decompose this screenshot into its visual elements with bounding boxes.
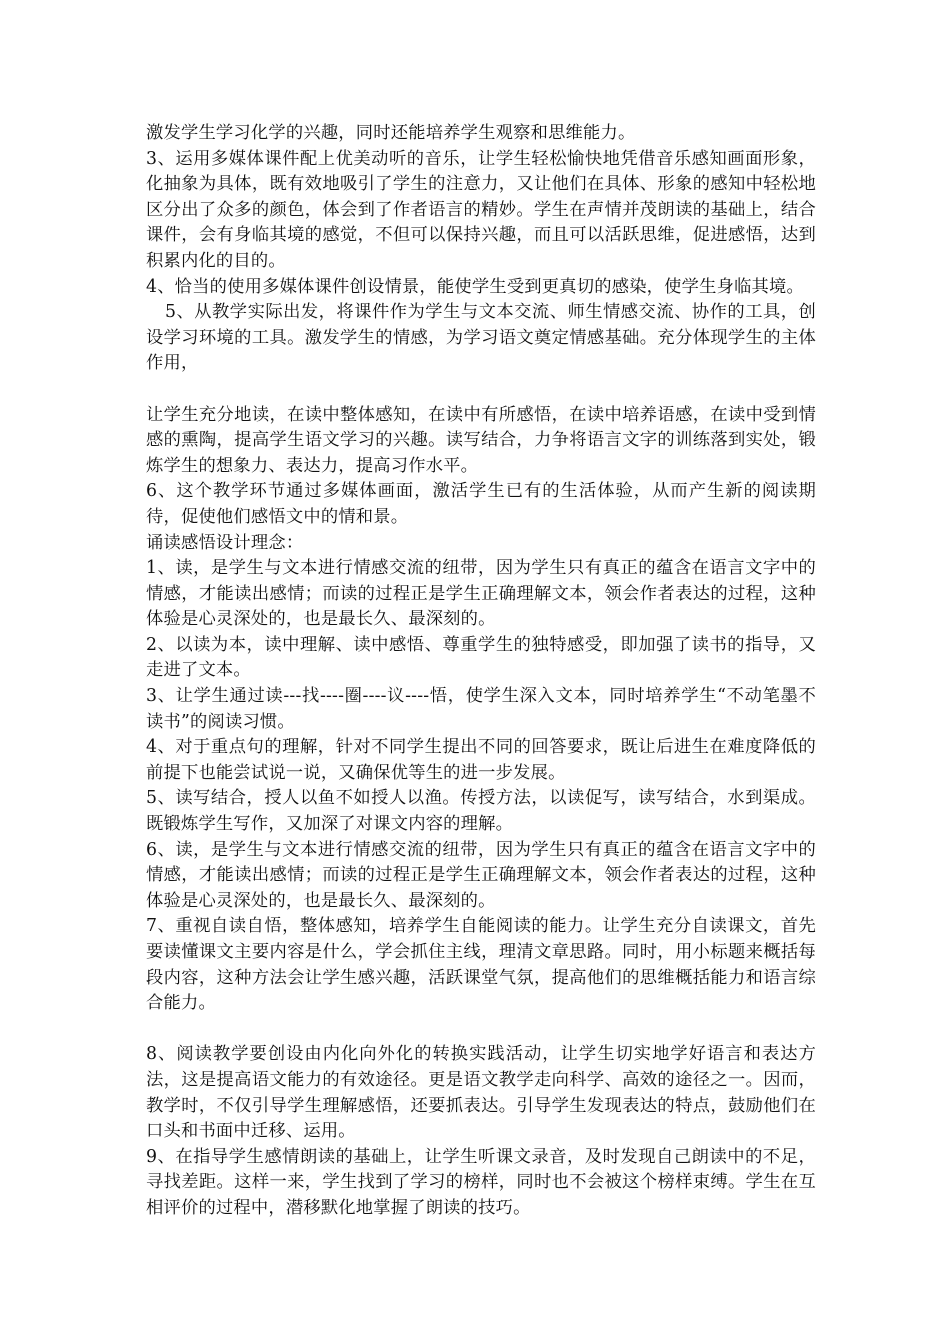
section-heading-reading-concept: 诵读感悟设计理念： bbox=[146, 532, 304, 553]
paragraph-item-3-multimedia-music: 3、运用多媒体课件配上优美动听的音乐，让学生轻松愉快地凭借音乐感知画面形象，化抽象为具体，既有效地吸引了学生的注意力，又让他们在具体、形象的感知中轻松地区分出了众多的颜色，体会到了作者语言的精妙。学生在声情并茂朗读的基础上，结合课件，会有身临其境的感觉，不但可以保持兴趣，而且可以活跃思维，促进感悟，达到积累内化的目的。 bbox=[146, 148, 816, 271]
paragraph-spacer bbox=[146, 377, 816, 403]
paragraph-item-4-multimedia-scene: 4、恰当的使用多媒体课件创设情景，能使学生受到更真切的感染，使学生身临其境。 bbox=[146, 276, 805, 297]
paragraph-concept-3: 3、让学生通过读---找----圈----议----悟，使学生深入文本，同时培养学生“不动笔墨不读书”的阅读习惯。 bbox=[146, 686, 816, 732]
paragraph-spacer bbox=[146, 1017, 816, 1043]
paragraph-concept-8: 8、阅读教学要创设由内化向外化的转换实践活动，让学生切实地学好语言和表达方法，这是提高语文能力的有效途径。更是语文教学走向科学、高效的途径之一。因而，教学时，不仅引导学生理解感悟，还要抓表达。引导学生发现表达的特点，鼓励他们在口头和书面中迁移、运用。 bbox=[146, 1044, 816, 1142]
paragraph-item-6-multimedia-picture: 6、这个教学环节通过多媒体画面，激活学生已有的生活体验，从而产生新的阅读期待，促使他们感悟文中的情和景。 bbox=[146, 481, 816, 527]
paragraph-reading-fully: 让学生充分地读，在读中整体感知，在读中有所感悟，在读中培养语感，在读中受到情感的熏陶，提高学生语文学习的兴趣。读写结合，力争将语言文字的训练落到实处，锻炼学生的想象力、表达力，提高习作水平。 bbox=[146, 404, 816, 476]
document-body bbox=[146, 121, 816, 1222]
paragraph-concept-7: 7、重视自读自悟，整体感知，培养学生自能阅读的能力。让学生充分自读课文，首先要读懂课文主要内容是什么，学会抓住主线，理清文章思路。同时，用小标题来概括每段内容，这种方法会让学生感兴趣，活跃课堂气氛，提高他们的思维概括能力和语言综合能力。 bbox=[146, 916, 816, 1014]
paragraph-concept-9: 9、在指导学生感情朗读的基础上，让学生听课文录音，及时发现自己朗读中的不足，寻找差距。这样一来，学生找到了学习的榜样，同时也不会被这个榜样束缚。学生在互相评价的过程中，潜移默化地掌握了朗读的技巧。 bbox=[146, 1146, 816, 1218]
paragraph-concept-1: 1、读，是学生与文本进行情感交流的纽带，因为学生只有真正的蕴含在语言文字中的情感，才能读出感情；而读的过程正是学生正确理解文本，领会作者表达的过程，这种体验是心灵深处的，也是最长久、最深刻的。 bbox=[146, 558, 816, 630]
paragraph-concept-6: 6、读，是学生与文本进行情感交流的纽带，因为学生只有真正的蕴含在语言文字中的情感，才能读出感情；而读的过程正是学生正确理解文本，领会作者表达的过程，这种体验是心灵深处的，也是最长久、最深刻的。 bbox=[146, 839, 816, 911]
paragraph-concept-2: 2、以读为本，读中理解、读中感悟、尊重学生的独特感受，即加强了读书的指导，又走进了文本。 bbox=[146, 634, 816, 681]
paragraph-concept-4: 4、对于重点句的理解，针对不同学生提出不同的回答要求，既让后进生在难度降低的前提下也能尝试说一说，又确保优等生的进一步发展。 bbox=[146, 737, 816, 783]
paragraph-intro-continuation: 激发学生学习化学的兴趣，同时还能培养学生观察和思维能力。 bbox=[146, 123, 636, 143]
paragraph-concept-5: 5、读写结合，授人以鱼不如授人以渔。传授方法，以读促写，读写结合，水到渠成。既锻炼学生写作，又加深了对课文内容的理解。 bbox=[146, 788, 816, 835]
paragraph-item-5-courseware-tool: 5、从教学实际出发，将课件作为学生与文本交流、师生情感交流、协作的工具，创设学习环境的工具。激发学生的情感，为学习语文奠定情感基础。充分体现学生的主体作用， bbox=[146, 302, 816, 374]
